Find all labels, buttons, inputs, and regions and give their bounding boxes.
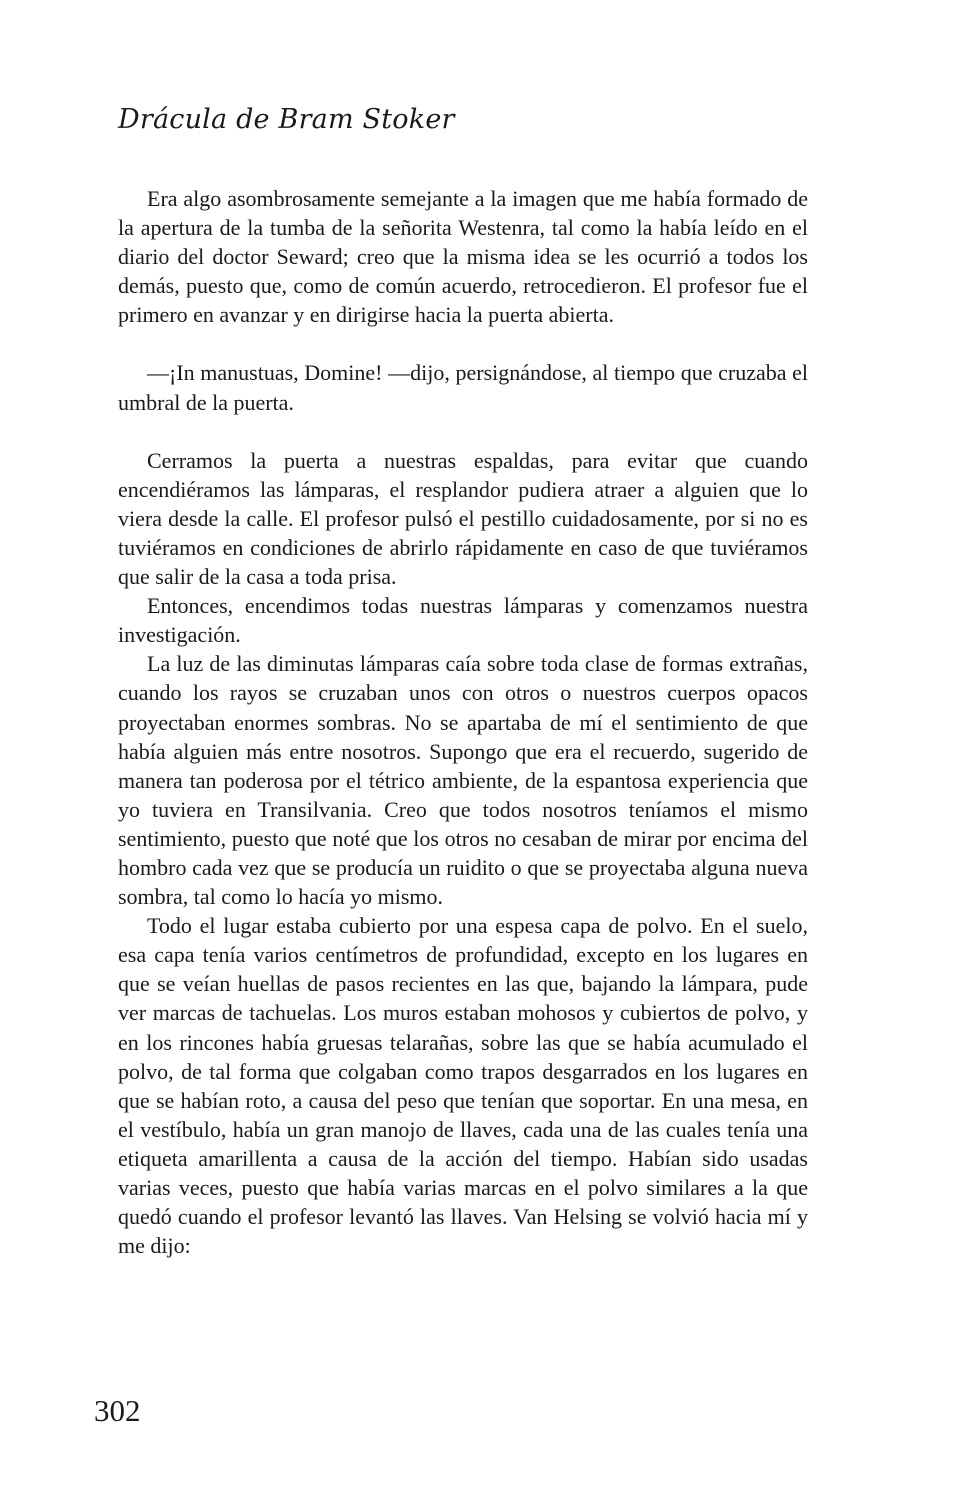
paragraph: Cerramos la puerta a nuestras espaldas, para evitar que cuando encendiéramos las lámparas, el resplandor pudiera atraer a alguien que lo viera desde la calle. El profesor pulsó el pestillo cuidadosamente, por si no es tuviéramos en condiciones de abrirlo rápidamente en caso de que tuviéramos que salir de la casa a toda prisa. <box>118 447 808 590</box>
paragraph: Todo el lugar estaba cubierto por una espesa capa de polvo. En el suelo, esa capa tenía varios centímetros de profundidad, excepto en los lugares en que se veían huellas de pasos recientes en las que, bajando la lámpara, pude ver marcas de tachuelas. Los muros estaban mohosos y cubiertos de polvo, y en los rincones había gruesas telarañas, sobre las que se había acumulado el polvo, de tal forma que colgaban como trapos desgarrados en los lugares en que se habían roto, a causa del peso que tenían que soportar. En una mesa, en el vestíbulo, había un gran manojo de llaves, cada una de las cuales tenía una etiqueta amarillenta a causa de la acción del tiempo. Habían sido usadas varias veces, puesto que había varias marcas en el polvo similares a la que quedó cuando el profesor levantó las llaves. Van Helsing se volvió hacia mí y me dijo: <box>118 913 808 1259</box>
paragraph: La luz de las diminutas lámparas caía sobre toda clase de formas extrañas, cuando los rayos se cruzaban unos con otros o nuestros cuerpos opacos proyectaban enormes sombras. No se apartaba de mí el sentimiento de que había alguien más entre nosotros. Supongo que era el recuerdo, sugerido de manera tan poderosa por el tétrico ambiente, de la espantosa experiencia que yo tuviera en Transilvania. Creo que todos nosotros teníamos el mismo sentimiento, puesto que noté que los otros no cesaban de mirar por encima del hombro cada vez que se producía un ruidito o que se proyectaba alguna nueva sombra, tal como lo hacía yo mismo. <box>118 651 808 910</box>
paragraph: Era algo asombrosamente semejante a la imagen que me había formado de la apertura de la tumba de la señorita Westenra, tal como la había leído en el diario del doctor Seward; creo que la misma idea se les ocurrió a todos los demás, puesto que, como de común acuerdo, retrocedieron. El profesor fue el primero en avanzar y en dirigirse hacia la puerta abierta. <box>118 186 808 328</box>
paragraph: Entonces, encendimos todas nuestras lámparas y comenzamos nuestra investigación. <box>118 593 808 648</box>
body-text <box>118 184 808 1260</box>
paragraph-dialogue: —¡In manustuas, Domine! —dijo, persignándose, al tiempo que cruzaba el umbral de la puerta. <box>118 360 808 415</box>
running-header-title: Drácula de Bram Stoker <box>118 104 455 135</box>
page-number: 302 <box>94 1393 141 1428</box>
